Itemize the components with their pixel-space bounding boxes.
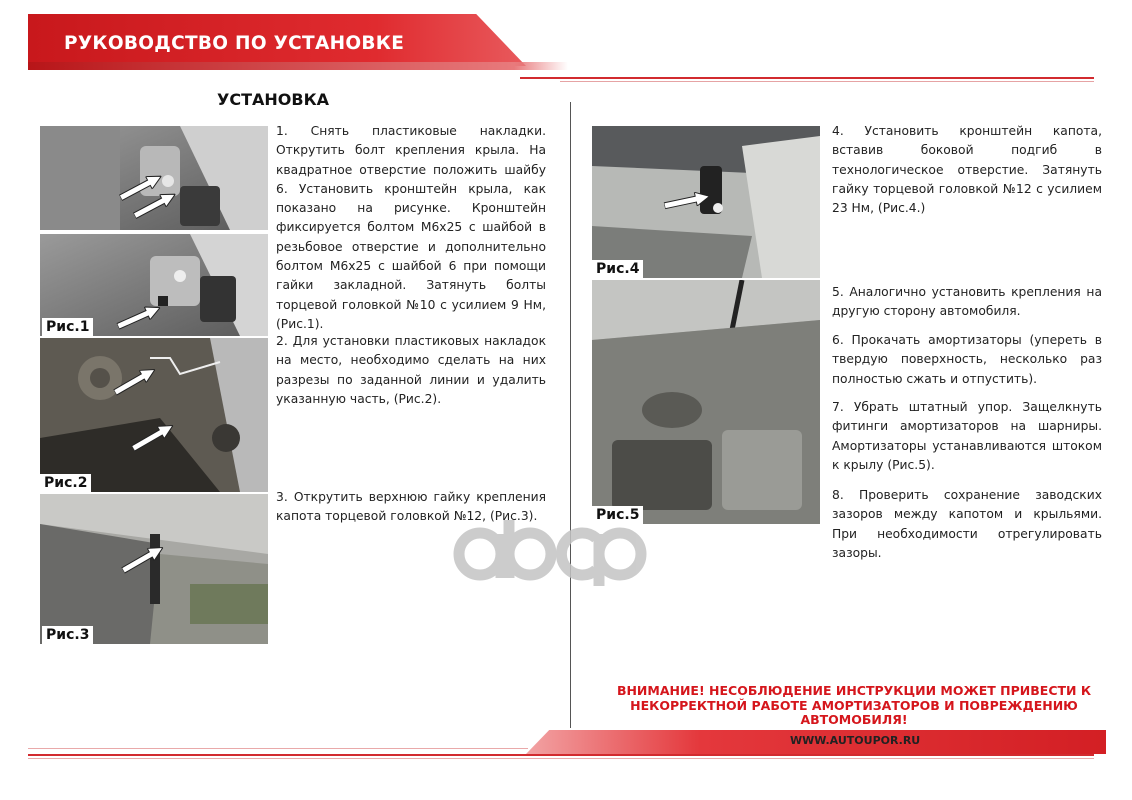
step-3-text: 3. Открутить верхнюю гайку крепления капота торцевой головкой №12, (Рис.3). bbox=[276, 490, 546, 524]
step-6-text: 6. Прокачать амортизаторы (упереть в твердую поверхность, несколько раз полностью сжать и отпустить). bbox=[832, 333, 1102, 386]
header-rule-thin bbox=[560, 81, 1094, 82]
photo-fig3 bbox=[40, 494, 268, 644]
column-divider bbox=[570, 102, 571, 728]
fig2-label: Рис.2 bbox=[40, 474, 91, 492]
footer-url[interactable]: WWW.AUTOUPOR.RU bbox=[790, 734, 921, 747]
footer-rule-upper bbox=[28, 748, 528, 749]
photo-fig4 bbox=[592, 126, 820, 278]
footer-rule bbox=[28, 754, 1094, 756]
fig4-label: Рис.4 bbox=[592, 260, 643, 278]
photo-fig5 bbox=[592, 280, 820, 524]
step-5-text: 5. Аналогично установить крепления на другую сторону автомобиля. bbox=[832, 285, 1102, 319]
photo-fig2-art bbox=[40, 338, 268, 492]
photo-fig5-art bbox=[592, 280, 820, 524]
fig3-label: Рис.3 bbox=[42, 626, 93, 644]
step-4-text: 4. Установить кронштейн капота, вставив боковой подгиб в технологическое отверстие. Затянуть гайку торцевой головкой №12 с усилием 23 Нм, (Рис.4.) bbox=[832, 124, 1102, 216]
photo-fig2 bbox=[40, 338, 268, 492]
warning-text: ВНИМАНИЕ! НЕСОБЛЮДЕНИЕ ИНСТРУКЦИИ МОЖЕТ ПРИВЕСТИ К НЕКОРРЕКТНОЙ РАБОТЕ АМОРТИЗАТОРОВ И ПОВРЕЖДЕНИЮ АВТОМОБИЛЯ! bbox=[616, 683, 1092, 727]
abcp-logo bbox=[452, 516, 648, 586]
step-2-text: 2. Для установки пластиковых накладок на место, необходимо сделать на них разрезы по заданной линии и удалить указанную часть, (Рис.2). bbox=[276, 334, 546, 406]
header-rule bbox=[520, 77, 1094, 79]
photo-fig3-art bbox=[40, 494, 268, 644]
header-shade bbox=[28, 62, 568, 70]
photo-fig1 bbox=[40, 126, 268, 336]
section-title: УСТАНОВКА bbox=[217, 90, 330, 109]
step-7-text: 7. Убрать штатный упор. Защелкнуть фитинги амортизаторов на шарниры. Амортизаторы устанавливаются штоком к крылу (Рис.5). bbox=[832, 400, 1102, 472]
fig5-label: Рис.5 bbox=[592, 506, 643, 524]
step-8-text: 8. Проверить сохранение заводских зазоров между капотом и крыльями. При необходимости отрегулировать зазоры. bbox=[832, 488, 1102, 560]
step-1-text: 1. Снять пластиковые накладки. Открутить болт крепления крыла. На квадратное отверстие положить шайбу 6. Установить кронштейн крыла, как показано на рисунке. Кронштейн фиксируется болтом М6х25 с шайбой в резьбовое отверстие и дополнительно болтом М6х25 с шайбой 6 при помощи гайки закладной. Затянуть болты торцевой головкой №10 с усилием 9 Нм, (Рис.1). bbox=[276, 124, 546, 331]
footer-rule-thin bbox=[28, 758, 1094, 759]
fig1-label: Рис.1 bbox=[42, 318, 93, 336]
page-title: РУКОВОДСТВО ПО УСТАНОВКЕ bbox=[64, 33, 405, 54]
